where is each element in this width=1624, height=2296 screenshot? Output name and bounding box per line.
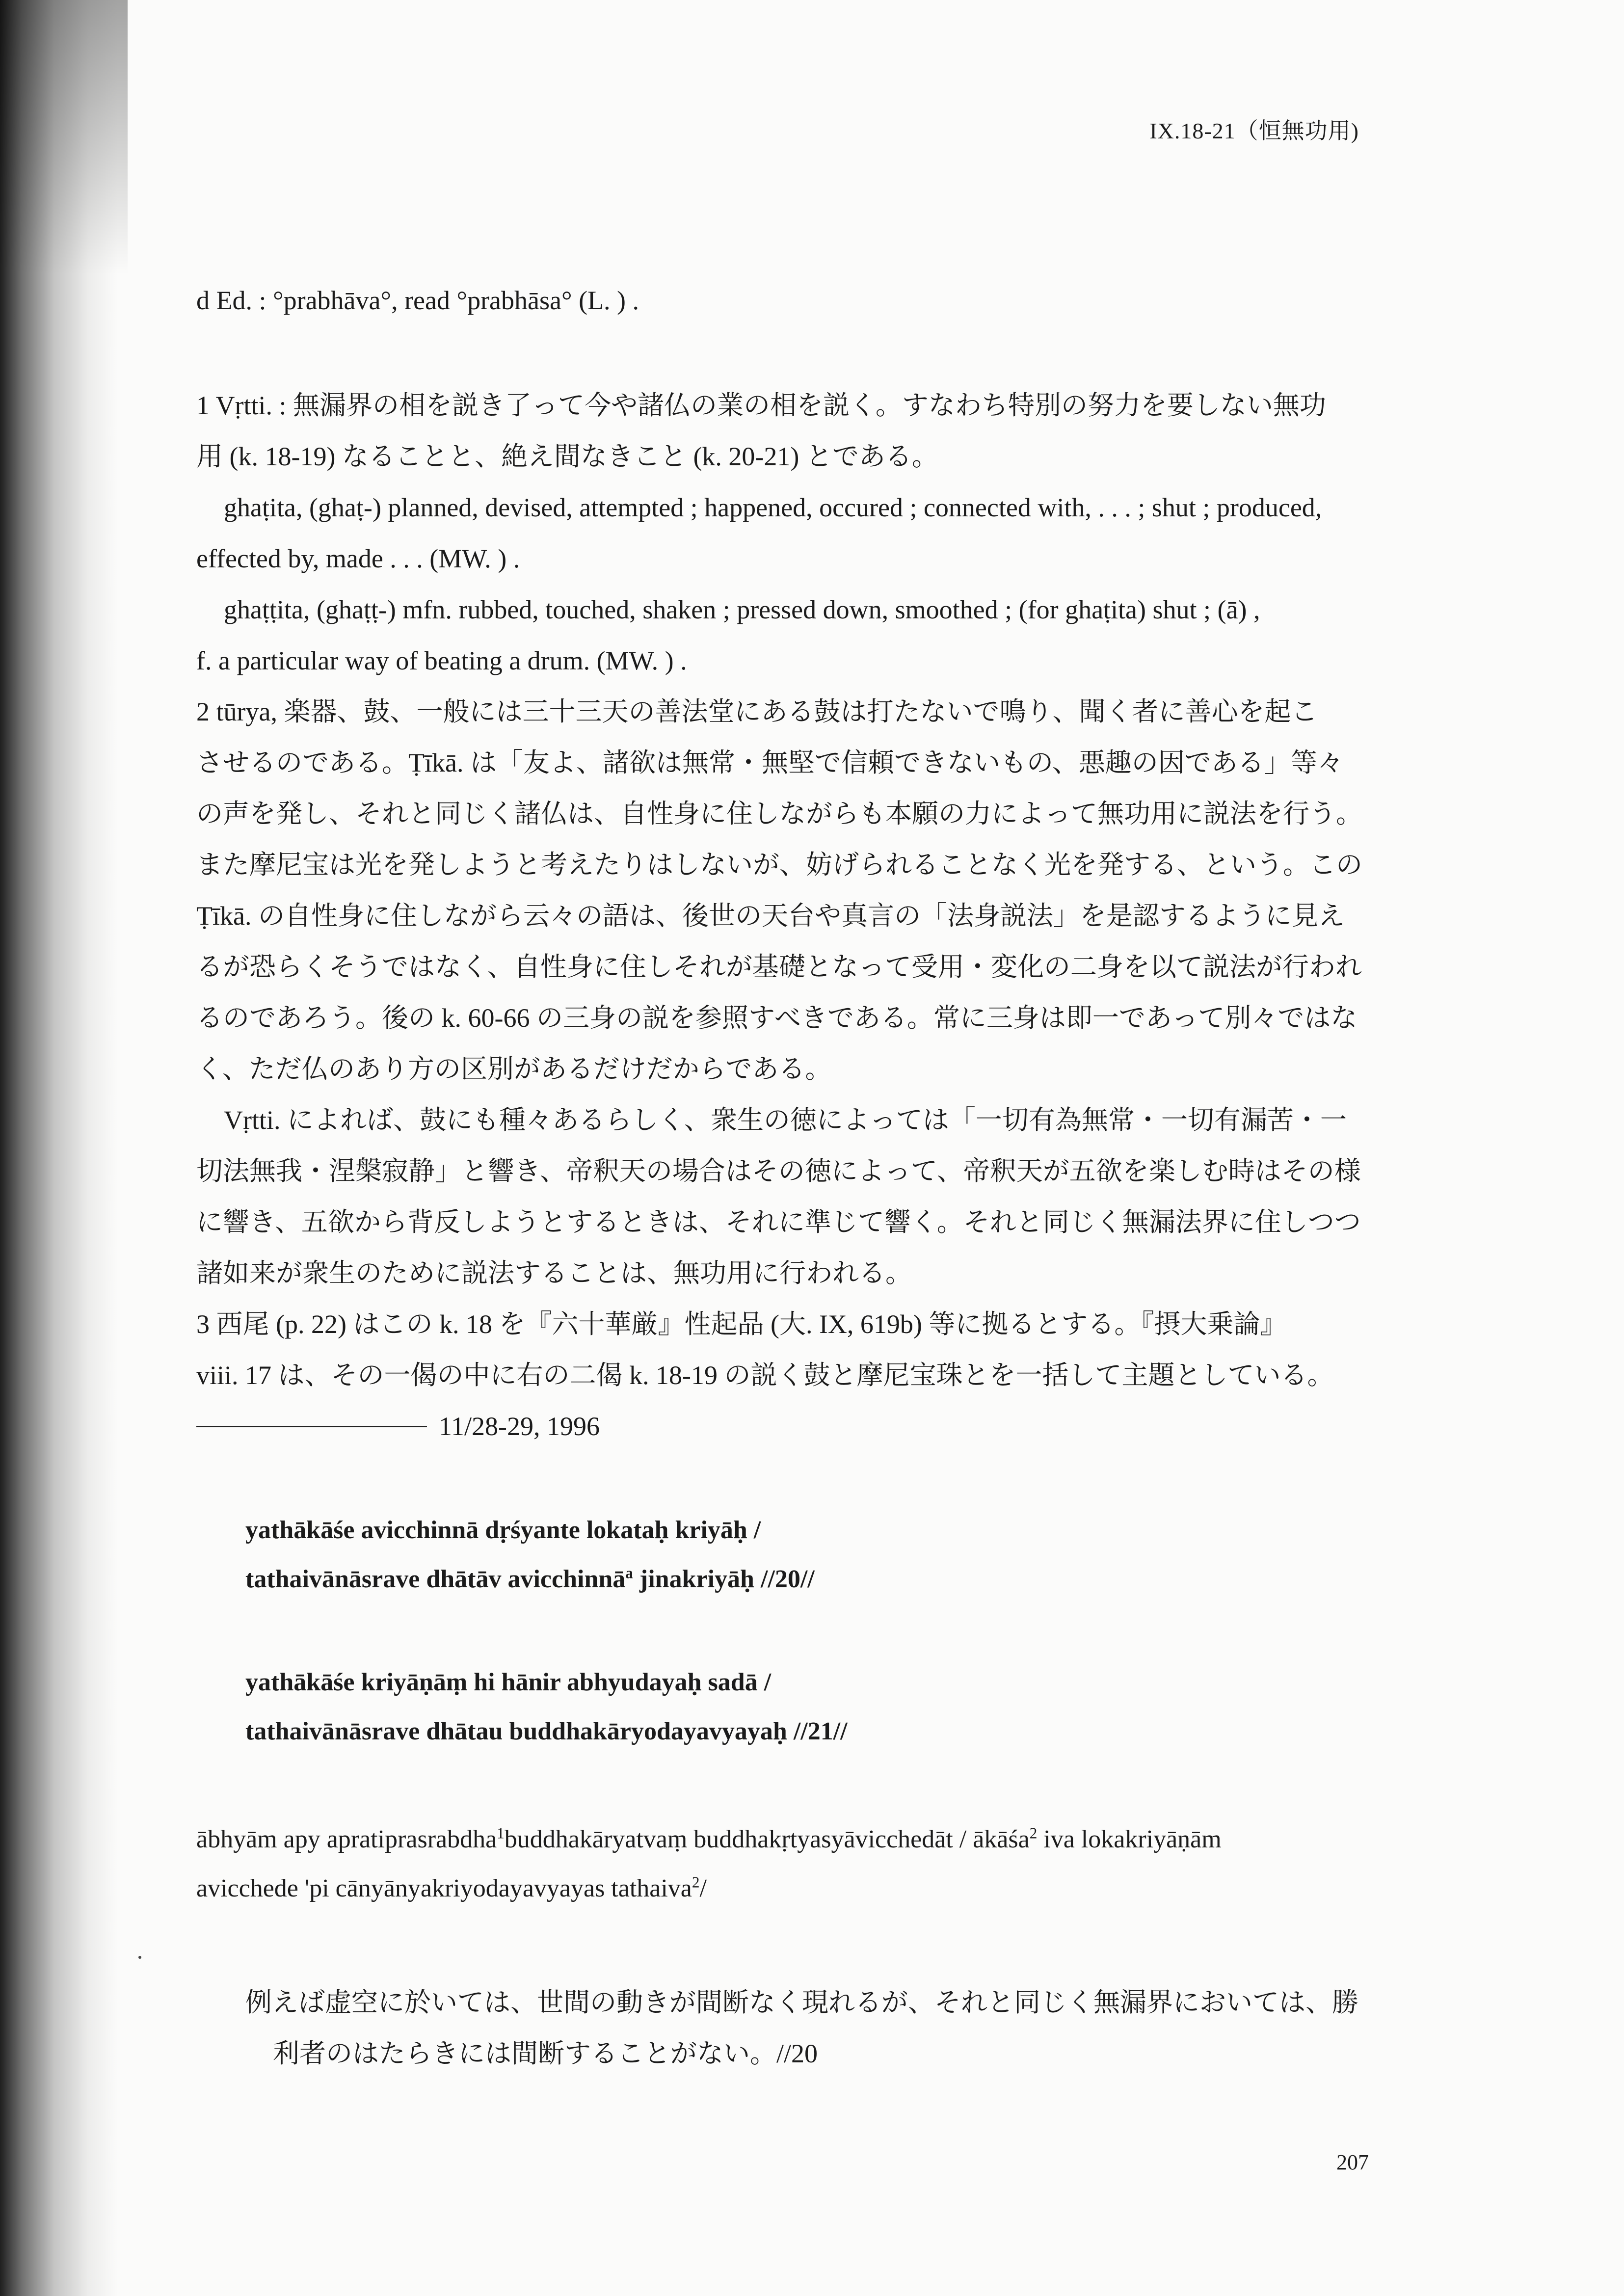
verse-20-line-2 — [245, 1555, 1384, 1604]
footnote-1-line: 1 Vṛtti. : 無漏界の相を説き了って今や諸仏の業の相を説く。すなわち特別の努力を要しない無功 — [196, 391, 1326, 420]
footnote-2 — [196, 686, 1384, 1299]
footnote-1 — [196, 380, 1384, 686]
translation-line-1: 例えば虚空に於いては、世間の動きが間断なく現れるが、それと同じく無漏界においては、勝 — [245, 1988, 1358, 2017]
page-content — [196, 275, 1384, 2079]
footnote-marker: 1 — [497, 1824, 505, 1842]
footnote-3-line: viii. 17 は、その一偈の中に右の二偈 k. 18-19 の説く鼓と摩尼宝珠とを一括して主題としている。 — [196, 1361, 1334, 1390]
translation-line-2: 利者のはたらきには間断することがない。//20 — [273, 2039, 818, 2068]
verse-block — [245, 1506, 1384, 1756]
footnote-2-line: の声を発し、それと同じく諸仏は、自性身に住しながらも本願の力によって無功用に説法を行う。 — [196, 799, 1362, 828]
footnote-2-vrtti-line: 諸如来が衆生のために説法することは、無功用に行われる。 — [196, 1258, 912, 1288]
prose-text: avicchede 'pi cānyānyakriyodayavyayas tathaiva — [196, 1874, 692, 1902]
verse-20-text-a: tathaivānāsrave dhātāv avicchinnā — [245, 1565, 626, 1593]
footnote-marker: 2 — [1029, 1824, 1038, 1842]
footnote-2-line: させるのである。Ṭīkā. は「友よ、諸欲は無常・無堅で信頼できないもの、悪趣の因である」等々 — [196, 748, 1344, 777]
ghatita-definition: ghaṭita, (ghaṭ-) planned, devised, attempted ; happened, occured ; connected with, . . . ; shut ; produced, — [224, 493, 1322, 522]
prose-text: buddhakāryatvaṃ buddhakṛtyasyāvicchedāt / ākāśa — [504, 1825, 1030, 1853]
page-number: 207 — [1336, 2150, 1369, 2174]
footnote-2-vrtti-line: に響き、五欲から背反しようとするときは、それに準じて響く。それと同じく無漏法界に住しつつ — [196, 1207, 1361, 1237]
commentary-prose — [196, 1815, 1384, 1913]
scan-edge-shadow-top — [0, 0, 128, 275]
footnote-d: d Ed. : °prabhāva°, read °prabhāsa° (L. ) . — [196, 286, 639, 315]
ghattita-definition: f. a particular way of beating a drum. (MW. ) . — [196, 646, 687, 675]
footnote-marker: a — [625, 1564, 633, 1582]
footnote-marker: 2 — [692, 1873, 700, 1891]
scan-speck — [138, 1956, 141, 1959]
prose-text: iva lokakriyāṇām — [1037, 1825, 1222, 1853]
prose-line-2 — [196, 1864, 1384, 1913]
verse-21-line-1: yathākāśe kriyāṇāṃ hi hānir abhyudayaḥ sadā / — [245, 1668, 772, 1696]
prose-text: / — [699, 1874, 707, 1902]
prose-text: ābhyām apy apratiprasrabdha — [196, 1825, 497, 1853]
running-head: IX.18-21（恒無功用) — [1149, 118, 1359, 143]
translation-block — [245, 1977, 1384, 2079]
footnote-2-line: るのであろう。後の k. 60-66 の三身の説を参照すべきである。常に三身は即一であって別々ではな — [196, 1003, 1358, 1033]
date-stamp: 11/28-29, 1996 — [439, 1412, 600, 1441]
footnote-3-line: 3 西尾 (p. 22) はこの k. 18 を『六十華厳』性起品 (大. IX, 619b) 等に拠るとする。『摂大乗論』 — [196, 1309, 1287, 1339]
verse-21-line-2: tathaivānāsrave dhātau buddhakāryodayavyayaḥ //21// — [245, 1717, 848, 1745]
footnote-2-vrtti-line: Vṛtti. によれば、鼓にも種々あるらしく、衆生の徳によっては「一切有為無常・一切有漏苦・一 — [224, 1105, 1347, 1135]
footnote-2-line: るが恐らくそうではなく、自性身に住しそれが基礎となって受用・変化の二身を以て説法が行われ — [196, 952, 1362, 982]
footnote-2-line: く、ただ仏のあり方の区別があるだけだからである。 — [196, 1054, 832, 1084]
prose-line-1 — [196, 1815, 1384, 1864]
footnote-3 — [196, 1299, 1384, 1452]
verse-20-text-b: jinakriyāḥ //20// — [633, 1565, 815, 1593]
footnote-2-vrtti-line: 切法無我・涅槃寂静」と響き、帝釈天の場合はその徳によって、帝釈天が五欲を楽しむ時はその様 — [196, 1156, 1361, 1186]
ghatita-definition: effected by, made . . . (MW. ) . — [196, 544, 520, 573]
scan-edge-shadow — [0, 0, 118, 2296]
footnote-2-line: また摩尼宝は光を発しようと考えたりはしないが、妨げられることなく光を発する、という。この — [196, 850, 1362, 880]
footnote-1-line: 用 (k. 18-19) なることと、絶え間なきこと (k. 20-21) とである。 — [196, 442, 938, 471]
date-line — [196, 1401, 1384, 1452]
verse-20-line-1: yathākāśe avicchinnā dṛśyante lokataḥ kriyāḥ / — [245, 1516, 761, 1544]
footnote-2-line: 2 tūrya, 楽器、鼓、一般には三十三天の善法堂にある鼓は打たないで鳴り、聞く者に善心を起こ — [196, 697, 1318, 726]
ghattita-definition: ghaṭṭita, (ghaṭṭ-) mfn. rubbed, touched, shaken ; pressed down, smoothed ; (for ghaṭita) shut ; (ā) , — [224, 595, 1260, 624]
footnote-2-line: Ṭīkā. の自性身に住しながら云々の語は、後世の天台や真言の「法身説法」を是認するように見え — [196, 901, 1345, 931]
horizontal-rule — [196, 1426, 427, 1427]
